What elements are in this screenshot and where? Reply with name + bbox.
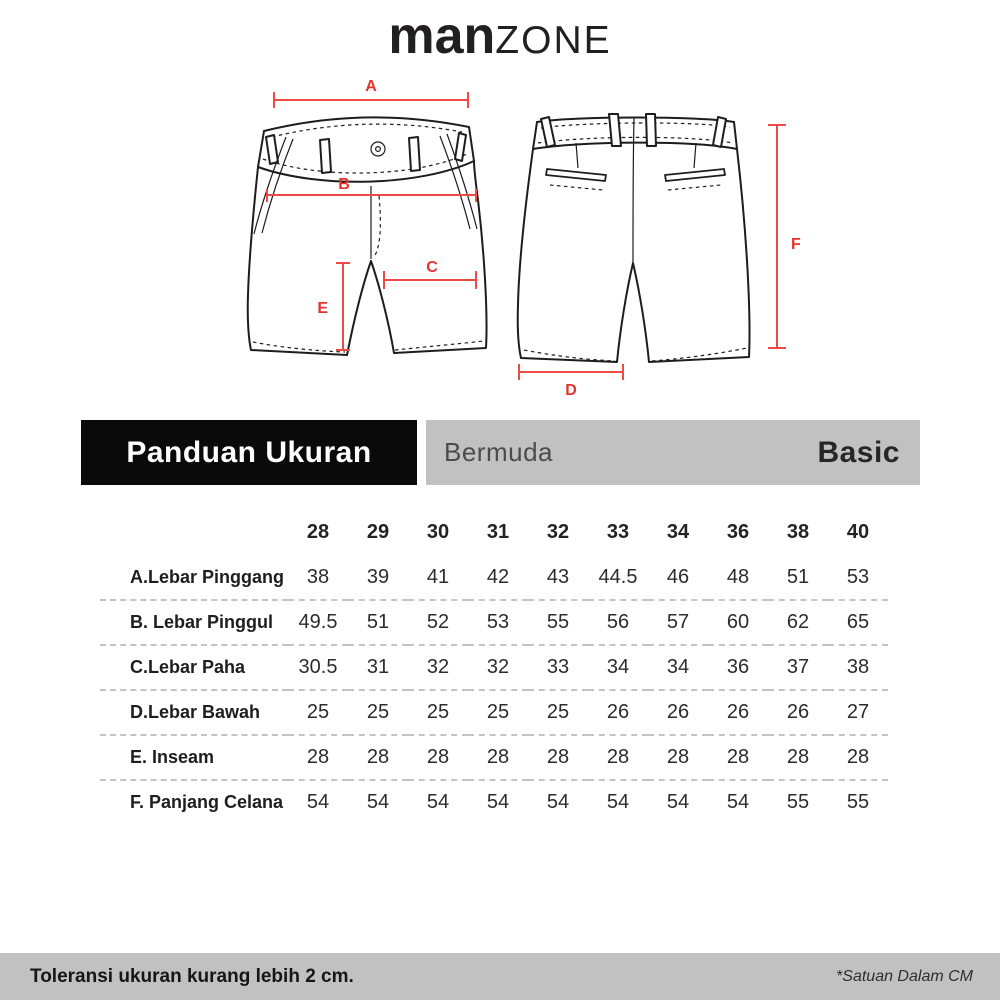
measurement-cell: 28 — [468, 735, 528, 780]
size-header-cell: 31 — [486, 520, 510, 543]
section-header-bar — [81, 420, 920, 485]
dimension-label-d: D — [565, 382, 577, 399]
front-waistband-bottom — [258, 161, 474, 182]
measurement-cell: 43 — [528, 556, 588, 600]
table-row — [100, 556, 888, 600]
measurement-cell: 54 — [306, 791, 330, 813]
size-table-body — [100, 556, 888, 824]
header-gray-bar — [426, 420, 920, 485]
back-waistband-left-edge — [533, 122, 537, 149]
size-header-cell: 30 — [426, 520, 450, 543]
measurement-cell: 28 — [528, 735, 588, 780]
belt-loop — [455, 133, 466, 161]
back-waistband-bottom — [533, 143, 737, 149]
measurement-cell: 32 — [408, 645, 468, 690]
dimension-e-inseam — [317, 263, 350, 350]
front-fly-stitch — [374, 196, 380, 257]
size-header-cell: 28 — [306, 520, 330, 543]
belt-loop — [713, 117, 726, 147]
measurement-cell: 37 — [768, 645, 828, 690]
measurement-cell: 33 — [528, 645, 588, 690]
dimension-label-a: A — [365, 78, 377, 95]
measurement-cell: 38 — [828, 645, 888, 690]
measurement-cell: 52 — [408, 600, 468, 645]
table-row — [100, 690, 888, 735]
measurement-cell: 28 — [828, 735, 888, 780]
footer-bar — [0, 953, 1000, 1000]
belt-loop — [646, 114, 656, 146]
dimension-label-e: E — [317, 300, 328, 317]
belt-loop — [409, 137, 420, 171]
back-waistband-top — [537, 118, 734, 123]
dimension-f-length — [768, 125, 801, 348]
table-row — [100, 645, 888, 690]
measurement-cell: 26 — [708, 690, 768, 735]
measurement-cell: 54 — [606, 791, 630, 813]
row-label: C.Lebar Paha — [100, 645, 288, 690]
measurement-cell: 25 — [528, 690, 588, 735]
dimension-d-leg-opening — [519, 364, 623, 399]
measurement-cell: 34 — [648, 645, 708, 690]
measurement-cell: 54 — [546, 791, 570, 813]
front-waistband-right-edge — [469, 127, 474, 161]
measurement-cell: 28 — [648, 735, 708, 780]
measurement-cell: 54 — [726, 791, 750, 813]
back-pocket-right — [665, 169, 725, 181]
measurement-cell: 36 — [708, 645, 768, 690]
back-center-seam — [633, 118, 634, 262]
measurement-cell: 28 — [408, 735, 468, 780]
back-view-drawing — [518, 114, 750, 362]
front-button — [371, 142, 385, 156]
logo-zone-text: ZONE — [495, 19, 612, 62]
measurement-cell: 55 — [528, 600, 588, 645]
back-pocket-left — [546, 169, 606, 181]
measurement-cell: 28 — [288, 735, 348, 780]
back-pocket-left-stitch — [550, 185, 603, 190]
size-table — [100, 508, 888, 824]
front-view-drawing — [248, 117, 487, 355]
belt-loop — [609, 114, 621, 146]
row-label: F. Panjang Celana — [130, 792, 284, 812]
belt-loop — [541, 117, 555, 147]
front-waist-top — [264, 117, 469, 131]
unit-note: *Satuan Dalam CM — [836, 967, 973, 985]
size-table-head — [100, 508, 888, 556]
measurement-cell: 25 — [468, 690, 528, 735]
measurement-cell: 53 — [828, 556, 888, 600]
size-header-cell: 36 — [726, 520, 750, 543]
measurement-cell: 48 — [708, 556, 768, 600]
measurement-cell: 34 — [588, 645, 648, 690]
shorts-technical-diagram — [0, 0, 1000, 420]
belt-loop — [320, 139, 331, 173]
size-header-cell: 34 — [666, 520, 690, 543]
front-pocket-right-inner — [440, 136, 470, 229]
table-row — [100, 600, 888, 645]
row-label: E. Inseam — [100, 735, 288, 780]
measurement-cell: 56 — [588, 600, 648, 645]
measurement-cell: 39 — [348, 556, 408, 600]
logo-man-text: man — [388, 7, 496, 65]
product-variant-label: Basic — [817, 435, 900, 469]
measurement-cell: 28 — [348, 735, 408, 780]
measurement-cell: 60 — [708, 600, 768, 645]
measurement-cell: 27 — [828, 690, 888, 735]
measurement-cell: 46 — [648, 556, 708, 600]
measurement-cell: 26 — [588, 690, 648, 735]
front-waistband-seam — [263, 153, 469, 173]
measurement-cell: 30.5 — [288, 645, 348, 690]
front-waistband-left-edge — [258, 131, 264, 167]
measurement-cell: 55 — [786, 791, 810, 813]
dimension-label-f: F — [791, 236, 801, 253]
measurement-cell: 51 — [768, 556, 828, 600]
dimension-a-waist — [274, 78, 468, 108]
measurement-cell: 49.5 — [288, 600, 348, 645]
measurement-cell: 28 — [708, 735, 768, 780]
size-header-cell: 32 — [546, 520, 570, 543]
size-header-cell: 29 — [366, 520, 390, 543]
dimension-c-thigh — [384, 259, 476, 289]
measurement-cell: 31 — [348, 645, 408, 690]
row-label: B. Lebar Pinggul — [100, 600, 288, 645]
table-row — [100, 735, 888, 780]
row-label: D.Lebar Bawah — [100, 690, 288, 735]
belt-loop — [266, 135, 278, 164]
back-pocket-right-stitch — [668, 185, 721, 190]
measurement-cell: 53 — [468, 600, 528, 645]
measurement-cell: 26 — [768, 690, 828, 735]
page-title: Panduan Ukuran — [81, 420, 417, 485]
measurement-cell: 54 — [366, 791, 390, 813]
size-header-cell: 33 — [606, 520, 630, 543]
measurement-cell: 41 — [408, 556, 468, 600]
back-dart-left — [576, 143, 578, 168]
back-waistband-stitch-top — [541, 123, 730, 128]
measurement-cell: 65 — [828, 600, 888, 645]
dimension-label-b: B — [338, 176, 350, 193]
size-header-cell: 40 — [846, 520, 870, 543]
measurement-cell: 62 — [768, 600, 828, 645]
measurement-cell: 28 — [768, 735, 828, 780]
table-row — [100, 780, 888, 824]
back-waistband-right-edge — [734, 122, 737, 149]
measurement-cell: 25 — [348, 690, 408, 735]
front-button-center — [376, 147, 381, 152]
measurement-cell: 42 — [468, 556, 528, 600]
measurement-cell: 54 — [666, 791, 690, 813]
measurement-cell: 25 — [288, 690, 348, 735]
measurement-cell: 51 — [348, 600, 408, 645]
measurement-cell: 32 — [468, 645, 528, 690]
back-dart-right — [694, 143, 696, 168]
measurement-cell: 25 — [408, 690, 468, 735]
measurement-cell: 38 — [288, 556, 348, 600]
size-header-cell: 38 — [786, 520, 810, 543]
tolerance-note: Toleransi ukuran kurang lebih 2 cm. — [30, 965, 354, 987]
measurement-cell: 55 — [846, 791, 870, 813]
dimension-label-c: C — [426, 259, 438, 276]
row-label: A.Lebar Pinggang — [100, 556, 288, 600]
measurement-cell: 26 — [648, 690, 708, 735]
product-category-label: Bermuda — [444, 437, 553, 467]
measurement-cell: 44.5 — [588, 556, 648, 600]
front-body-outline — [248, 161, 487, 355]
measurement-cell: 54 — [486, 791, 510, 813]
measurement-cell: 54 — [426, 791, 450, 813]
front-waist-inner-stitch — [272, 124, 462, 137]
size-header-spacer — [100, 508, 288, 556]
size-header-row — [100, 508, 888, 556]
measurement-cell: 57 — [648, 600, 708, 645]
measurement-cell: 28 — [588, 735, 648, 780]
